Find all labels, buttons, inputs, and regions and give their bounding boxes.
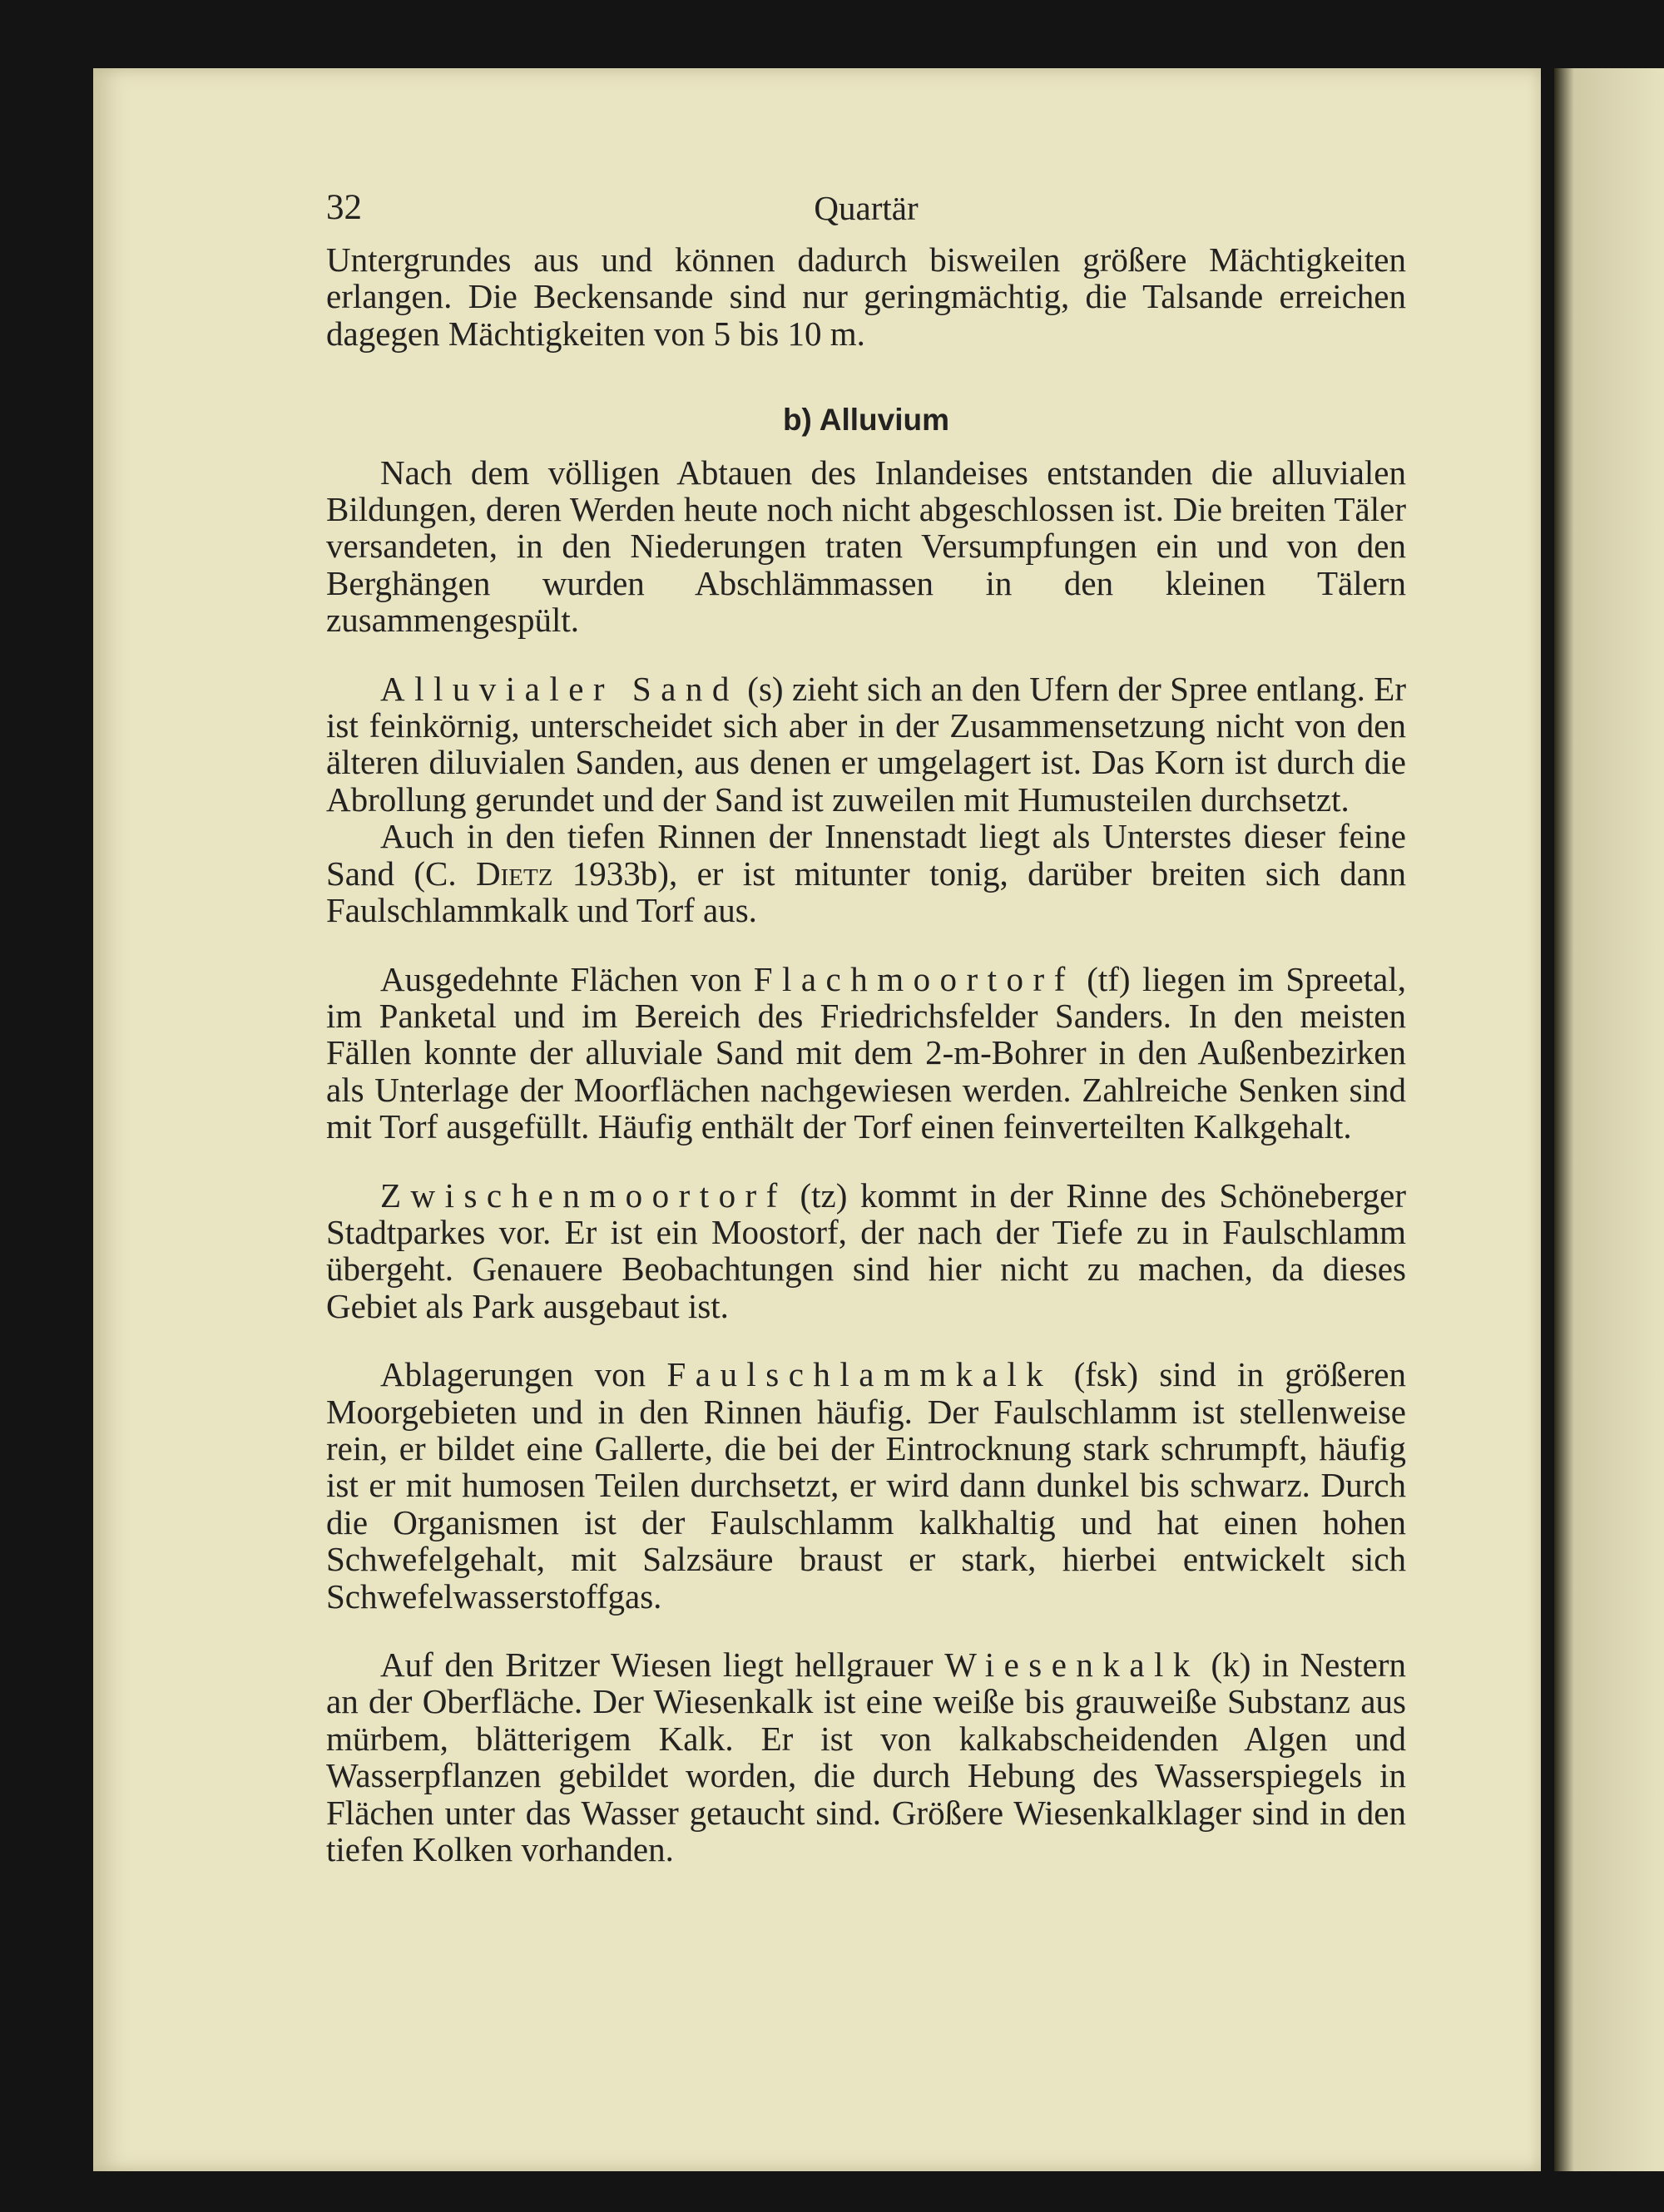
paragraph-continuation: Untergrundes aus und können dadurch bisweilen größere Mächtigkeiten erlangen. Die Beckensande sind nur geringmächtig, die Talsande erreichen dagegen Mächtigkeiten von 5 bis 10 m. bbox=[326, 240, 1406, 353]
paragraph-text: (tf) liegen im Spreetal, im Panketal und im Bereich des Friedrichsfelder Sanders. In den meisten Fällen konnte der alluviale Sand mit dem 2-m-Bohrer in den Außenbezirken als Unterlage der Moorflächen nachgewiesen werden. Zahlreiche Senken sind mit Torf ausgefüllt. Häufig enthält der Torf einen feinverteilten Kalkgehalt. bbox=[326, 959, 1406, 1146]
running-head: Quartär bbox=[814, 189, 919, 227]
term-alluvialer-sand: Alluvialer Sand bbox=[380, 669, 739, 708]
paragraph-text: (tz) kommt in der Rinne des Schöneberger Stadtparkes vor. Er ist ein Moostorf, der nach der Tiefe zu in Faulschlamm übergeht. Genauere Beobachtungen sind hier nicht zu machen, da dieses Gebiet als Park ausgebaut ist. bbox=[326, 1175, 1406, 1325]
paragraph-text: (s) zieht sich an den Ufern der Spree entlang. Er ist feinkörnig, unterscheidet sich aber in der Zusammensetzung nicht von den älteren diluvialen Sanden, aus denen er umgelagert ist. Das Korn ist durch die Abrollung gerundet und der Sand ist zuweilen mit Humusteilen durchsetzt. bbox=[326, 669, 1406, 819]
section-heading: b) Alluvium bbox=[782, 403, 950, 438]
paragraph-text: (k) in Nestern an der Oberfläche. Der Wiesenkalk ist eine weiße bis grauweiße Substanz aus mürbem, blätterigem Kalk. Er ist von kalkabscheidenden Algen und Wasserpflanzen gebildet worden, die durch Hebung des Wasserspiegels in Flächen unter das Wasser getaucht sind. Größere Wiesenkalklager sind in den tiefen Kolken vorhanden. bbox=[326, 1645, 1407, 1869]
paragraph-text: Ablagerungen von bbox=[380, 1355, 667, 1394]
paragraph-text: (fsk) sind in größeren Moorgebieten und in den Rinnen häufig. Der Faulschlamm ist stellenweise rein, er bildet eine Gallerte, die bei der Eintrocknung stark schrumpft, häufig ist er mit humosen Teilen durchsetzt, er wird dann dunkel bis schwarz. Durch die Organismen ist der Faulschlamm kalkhaltig und hat einen hohen Schwefelgehalt, mit Salzsäure braust er stark, hierbei entwickelt sich Schwefelwasserstoffgas. bbox=[326, 1355, 1407, 1616]
paragraph-text: Ausgedehnte Flächen von bbox=[380, 959, 754, 998]
paragraph-intro: Nach dem völligen Abtauen des Inlandeises entstanden die alluvialen Bildungen, deren Werden heute noch nicht abgeschlossen ist. Die breiten Täler versandeten, in den Niederungen traten Versumpfungen ein und von den Berghängen wurden Abschlämmassen in den kleinen Tälern zusammengespült. bbox=[326, 453, 1406, 640]
paragraph-text: 1933b), er ist mitunter tonig, darüber breiten sich dann Faulschlammkalk und Torf aus. bbox=[326, 854, 1406, 930]
paragraph-text: Auf den Britzer Wiesen liegt hellgrauer bbox=[380, 1645, 945, 1684]
paragraph-flachmoortorf bbox=[326, 961, 1406, 1146]
author-name: Dietz bbox=[476, 854, 553, 893]
term-faulschlammkalk: Faulschlammkalk bbox=[666, 1355, 1053, 1394]
paragraph-faulschlammkalk bbox=[326, 1356, 1406, 1615]
paragraph-text: Auch in den tiefen Rinnen der Innenstadt liegt als Unterstes dieser feine Sand (C. bbox=[326, 817, 1406, 893]
page-header bbox=[326, 190, 1406, 241]
paragraph-zwischenmoortorf bbox=[326, 1177, 1406, 1325]
paragraph-wiesenkalk bbox=[326, 1646, 1406, 1868]
term-flachmoortorf: Flachmoortorf bbox=[753, 959, 1075, 998]
page-number: 32 bbox=[326, 188, 362, 227]
term-zwischenmoortorf: Zwischenmoortorf bbox=[380, 1175, 787, 1215]
term-wiesenkalk: Wiesenkalk bbox=[944, 1645, 1200, 1684]
facing-page-edge bbox=[1554, 68, 1664, 2171]
paragraph-innenstadt bbox=[326, 818, 1406, 928]
page-text bbox=[326, 190, 1406, 1868]
paragraph-alluvialer-sand bbox=[326, 671, 1406, 819]
